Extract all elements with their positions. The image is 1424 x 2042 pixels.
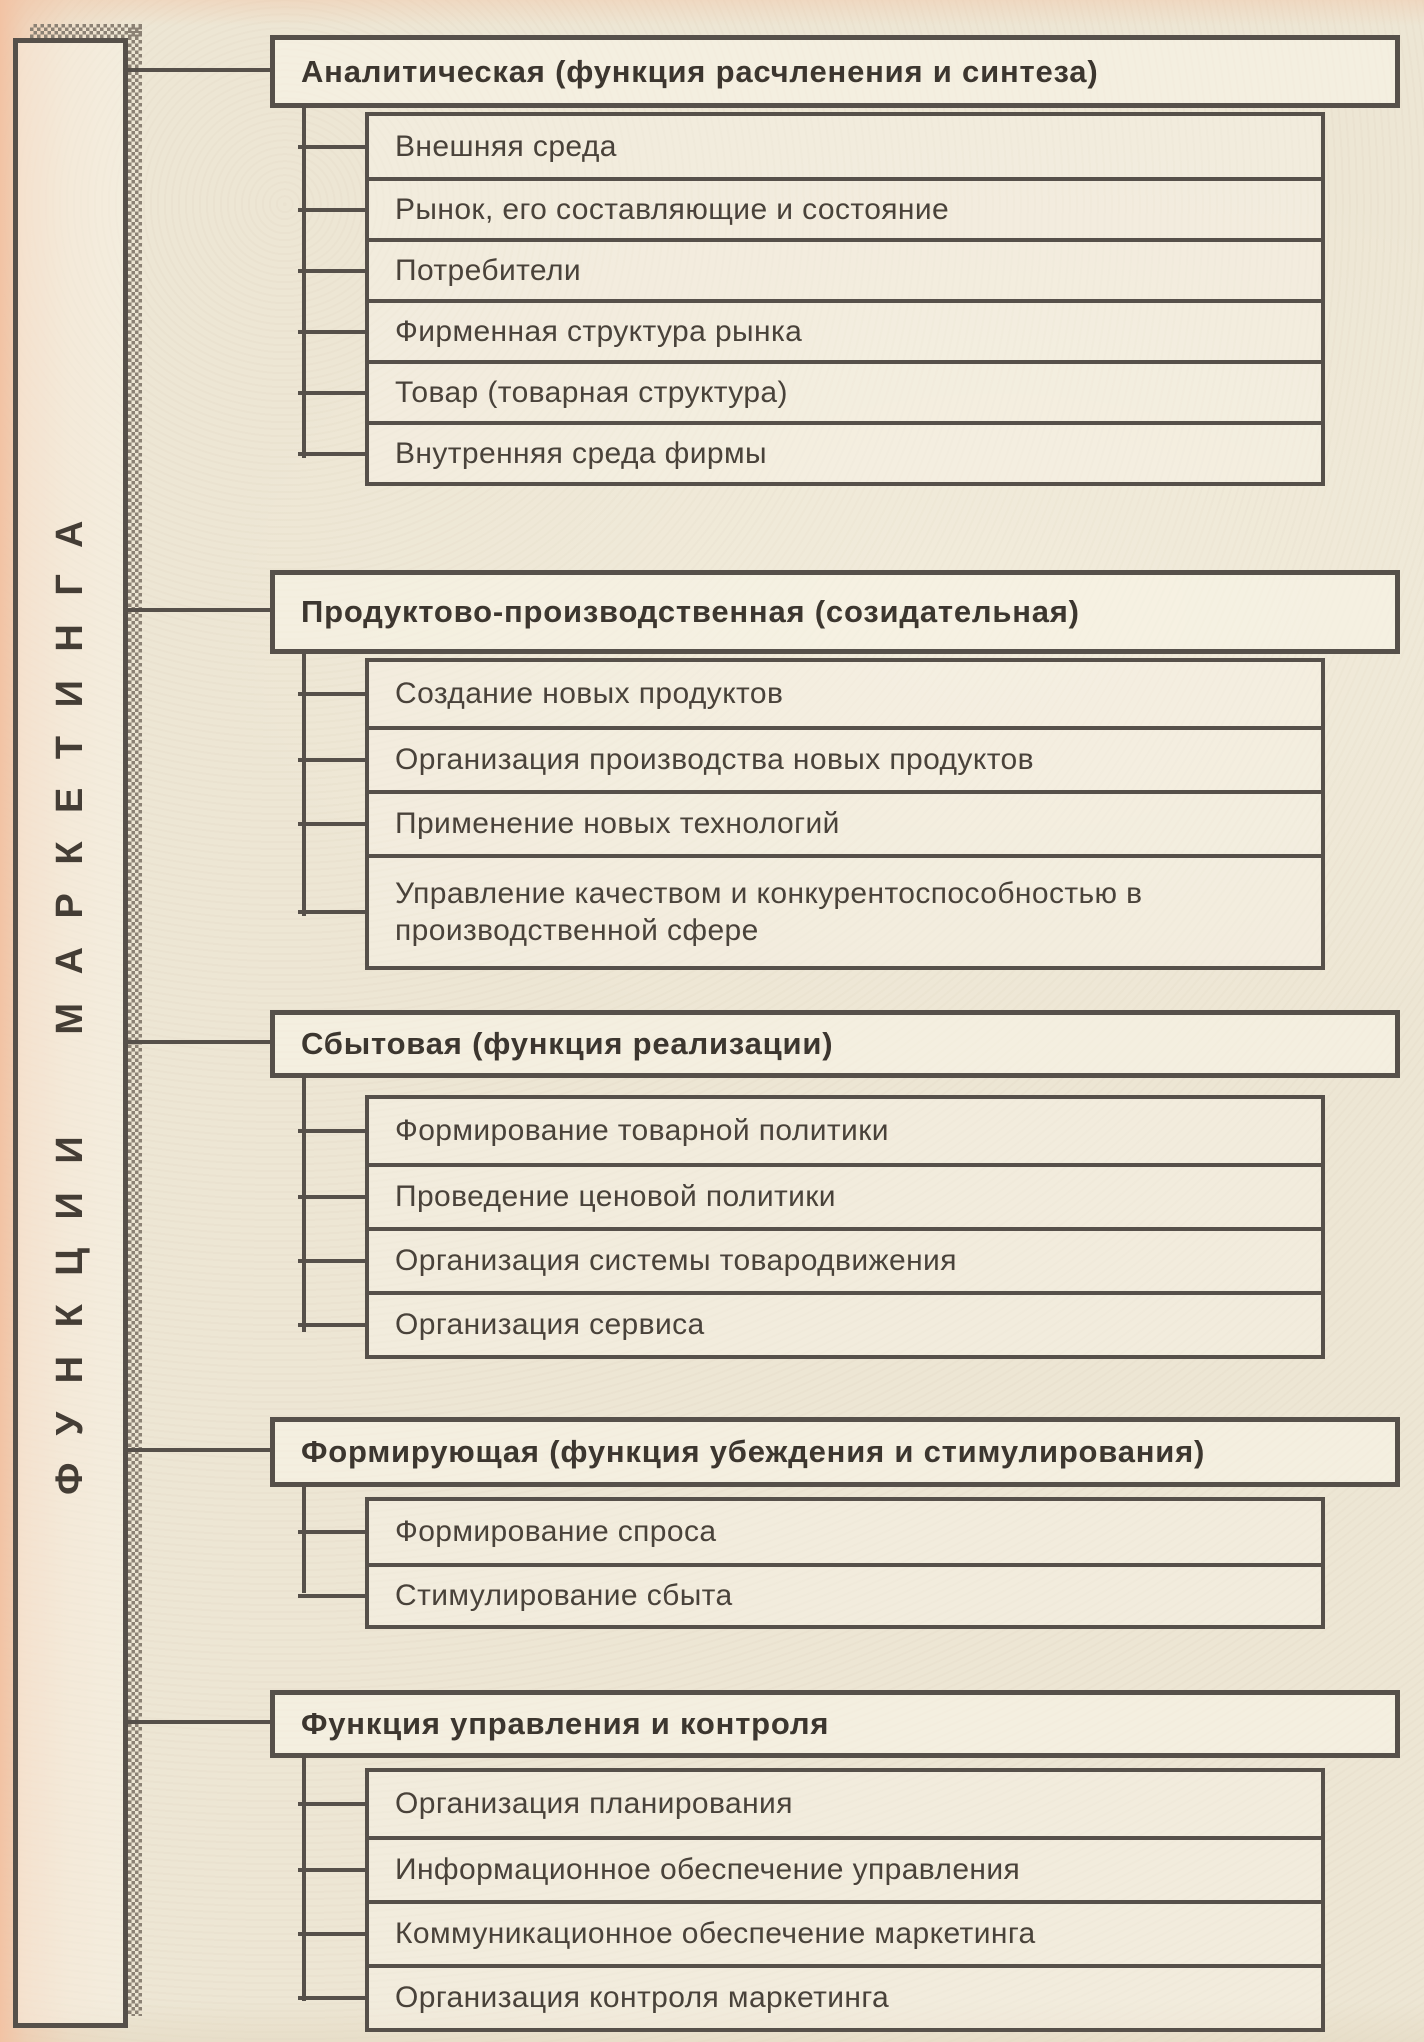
section-items-product-production	[365, 658, 1325, 970]
section-title: Аналитическая (функция расчленения и синтеза)	[301, 53, 1099, 89]
section-items-analytical	[365, 112, 1325, 486]
section-header-management-control	[270, 1690, 1400, 1758]
diagram-item: Рынок, его составляющие и состояние	[369, 177, 1321, 238]
trunk-line	[302, 1074, 306, 1332]
section-header-sales	[270, 1010, 1400, 1078]
trunk-line	[302, 106, 306, 458]
section-header-product-production	[270, 570, 1400, 654]
section-title: Формирующая (функция убеждения и стимулирования)	[301, 1434, 1206, 1469]
diagram-item: Информационное обеспечение управления	[369, 1836, 1321, 1900]
trunk-line	[302, 650, 306, 916]
diagram-item: Организация производства новых продуктов	[369, 726, 1321, 790]
section-title: Функция управления и контроля	[301, 1706, 830, 1741]
diagram-item: Формирование товарной политики	[369, 1099, 1321, 1163]
diagram-item: Применение новых технологий	[369, 790, 1321, 854]
connector-line	[128, 1448, 270, 1452]
root-box-shadow-top	[30, 24, 142, 38]
section-header-forming	[270, 1417, 1400, 1487]
diagram-item: Внешняя среда	[369, 116, 1321, 177]
connector-line	[128, 1040, 270, 1044]
diagram-item: Проведение ценовой политики	[369, 1163, 1321, 1227]
trunk-line	[302, 1483, 306, 1593]
root-label: ФУНКЦИИ МАРКЕТИНГА	[49, 491, 92, 1495]
section-items-management-control	[365, 1768, 1325, 2032]
root-node	[13, 38, 128, 2028]
diagram-item: Организация контроля маркетинга	[369, 1964, 1321, 2028]
diagram-item: Коммуникационное обеспечение маркетинга	[369, 1900, 1321, 1964]
diagram-item: Управление качеством и конкурентоспособностью в производственной сфере	[369, 854, 1321, 966]
connector-line	[128, 608, 270, 612]
section-title: Продуктово-производственная (созидательная)	[301, 594, 1080, 629]
diagram-item: Формирование спроса	[369, 1501, 1321, 1563]
diagram-item: Организация системы товародвижения	[369, 1227, 1321, 1291]
diagram-item: Внутренняя среда фирмы	[369, 421, 1321, 482]
diagram-item: Организация планирования	[369, 1772, 1321, 1836]
diagram-item: Создание новых продуктов	[369, 662, 1321, 726]
diagram-item: Товар (товарная структура)	[369, 360, 1321, 421]
root-box-shadow-right	[128, 26, 142, 2016]
section-title: Сбытовая (функция реализации)	[301, 1026, 834, 1061]
diagram-item: Стимулирование сбыта	[369, 1563, 1321, 1625]
diagram-item: Организация сервиса	[369, 1291, 1321, 1355]
section-header-analytical	[270, 35, 1400, 108]
trunk-line	[302, 1754, 306, 2001]
connector-line	[128, 1720, 270, 1724]
section-items-forming	[365, 1497, 1325, 1629]
diagram-item: Потребители	[369, 238, 1321, 299]
connector-line	[128, 68, 270, 72]
diagram-item: Фирменная структура рынка	[369, 299, 1321, 360]
section-items-sales	[365, 1095, 1325, 1359]
